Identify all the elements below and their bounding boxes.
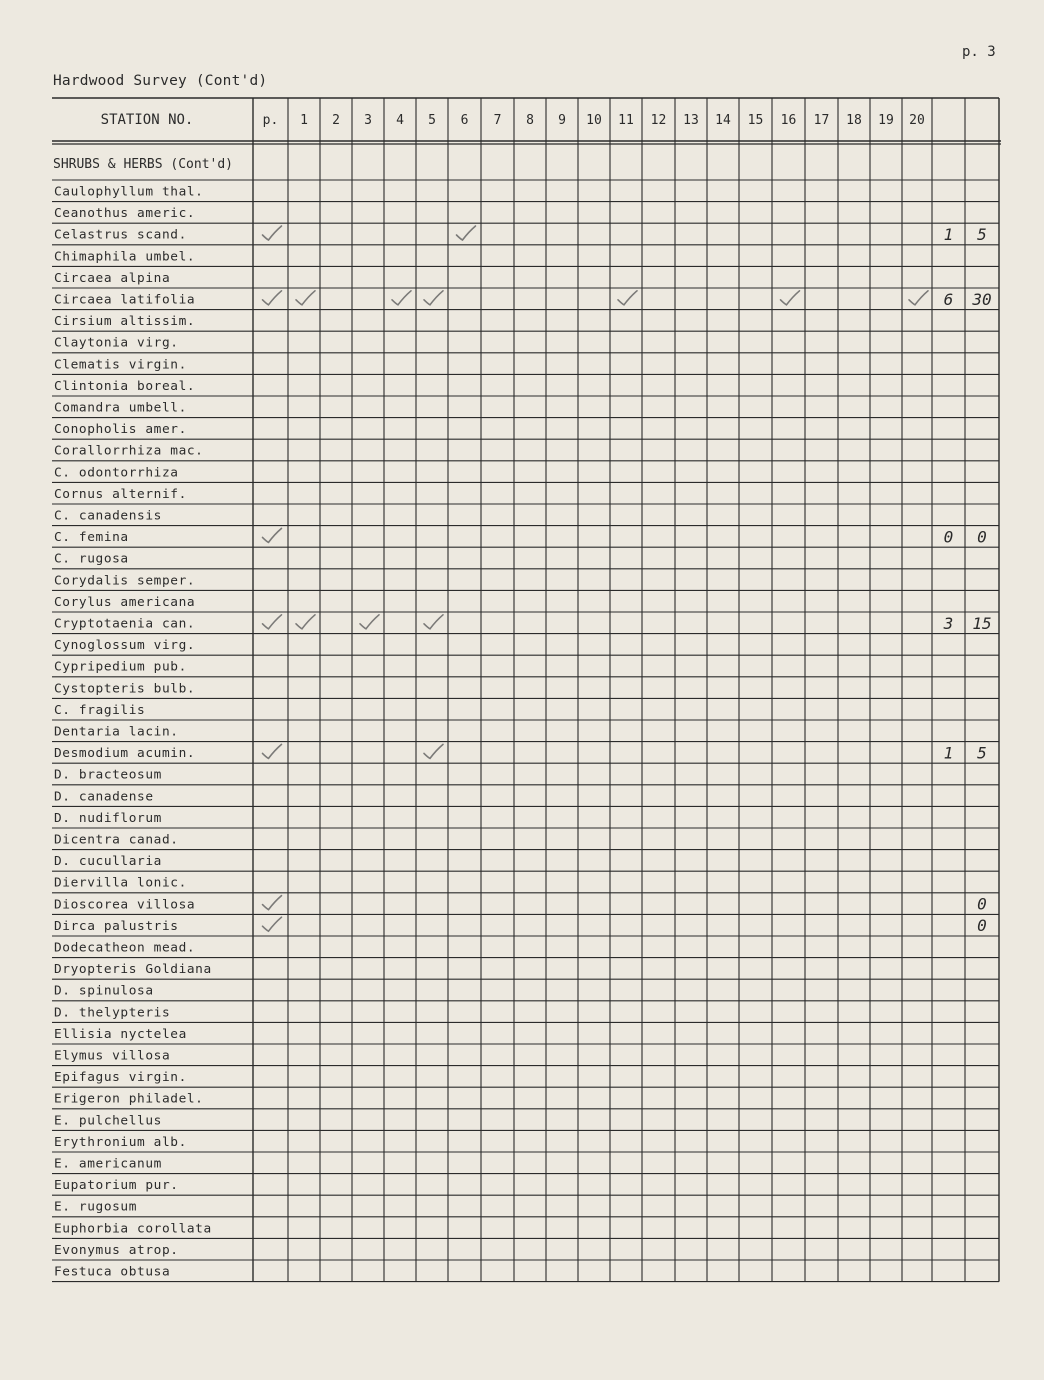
check-mark [296,615,315,629]
species-name: Diervilla lonic. [54,875,187,891]
species-name: C. femina [54,530,129,546]
station-column-header: 8 [526,113,534,128]
species-name: Eupatorium pur. [54,1178,179,1194]
species-name: C. odontorrhiza [54,465,179,481]
species-name: Comandra umbell. [54,400,187,416]
count-column-22: 30 [972,289,992,309]
species-name: Elymus villosa [54,1048,171,1064]
check-mark [360,615,379,629]
species-name: Cynoglossum virg. [54,638,196,654]
station-column-header: 5 [428,113,436,128]
species-name: Circaea latifolia [54,292,196,308]
station-column-header: 15 [747,113,764,128]
station-column-header: 18 [846,113,862,128]
species-name: D. cucullaria [54,854,162,870]
species-name: Evonymus atrop. [54,1242,179,1258]
count-column-22: 0 [977,894,987,914]
species-name: Claytonia virg. [54,335,179,351]
species-name: D. nudiflorum [54,810,162,826]
species-name: C. fragilis [54,702,146,718]
species-name: Celastrus scand. [54,227,187,243]
species-name: Erigeron philadel. [54,1091,204,1107]
species-name: Ellisia nyctelea [54,1026,187,1042]
species-name: Dodecatheon mead. [54,940,196,956]
species-name: Dirca palustris [54,918,179,934]
check-mark [457,226,476,240]
station-column-header: p. [262,113,279,128]
species-name: Cirsium altissim. [54,314,196,330]
species-name: Corylus americana [54,594,196,610]
count-column-21: 6 [943,289,954,309]
check-mark [263,917,282,931]
species-name: Ceanothus americ. [54,206,196,222]
species-name: Corydalis semper. [54,573,196,589]
station-column-header: 3 [364,113,372,128]
species-name: Dicentra canad. [54,832,179,848]
station-column-header: 14 [715,113,731,128]
station-column-header: 4 [396,113,404,128]
check-mark [263,226,282,240]
station-column-header: 9 [558,113,566,128]
species-name: Dryopteris Goldiana [54,962,212,978]
species-name: C. canadensis [54,508,162,524]
check-mark [263,291,282,305]
station-column-header: 7 [493,113,502,128]
check-mark [263,528,282,542]
count-column-22: 0 [977,916,987,936]
species-name: Chimaphila umbel. [54,249,196,265]
station-column-header: 20 [909,113,925,128]
species-name: Euphorbia corollata [54,1221,212,1237]
species-name: C. rugosa [54,551,129,567]
species-name: E. rugosum [54,1199,138,1215]
count-column-22: 0 [977,527,987,547]
species-name: D. bracteosum [54,767,162,783]
count-column-21: 1 [943,743,954,763]
species-name: Festuca obtusa [54,1264,171,1280]
species-name: Cryptotaenia can. [54,616,196,632]
check-mark [392,291,411,305]
species-name: Epifagus virgin. [54,1070,187,1086]
species-name: Caulophyllum thal. [54,184,204,200]
station-column-header: 13 [683,113,699,128]
station-column-header: 12 [650,113,667,128]
station-column-header: 1 [300,113,308,128]
count-column-22: 5 [977,225,987,244]
check-mark [909,291,928,305]
check-mark [781,291,800,305]
station-column-header: 11 [618,113,634,128]
species-name: Dioscorea villosa [54,897,196,913]
species-name: E. americanum [54,1156,162,1172]
species-name: D. thelypteris [54,1005,171,1021]
species-name: Clintonia boreal. [54,378,196,394]
check-mark [618,291,637,305]
check-mark [263,896,282,910]
species-name: Conopholis amer. [54,422,187,438]
species-name: E. pulchellus [54,1113,162,1129]
count-column-22: 15 [972,613,992,633]
check-mark [424,291,443,305]
page-number: p. 3 [962,44,996,60]
count-column-21: 3 [943,613,954,633]
species-name: Desmodium acumin. [54,746,196,762]
check-mark [424,744,443,758]
species-name: Circaea alpina [54,270,171,286]
station-column-header: 16 [780,113,797,128]
species-name: D. spinulosa [54,983,154,999]
check-mark [263,744,282,758]
species-name: Corallorrhiza mac. [54,443,204,459]
species-name: Erythronium alb. [54,1134,187,1150]
station-column-header: 19 [878,113,894,128]
species-name: Cystopteris bulb. [54,681,196,697]
section-label: SHRUBS & HERBS (Cont'd) [53,157,234,172]
station-column-header: 17 [813,113,830,128]
count-column-21: 1 [943,225,954,244]
count-column-21: 0 [943,527,954,547]
count-column-22: 5 [977,743,987,763]
species-name: Cornus alternif. [54,486,187,502]
station-column-header: 2 [332,113,340,128]
species-name: Clematis virgin. [54,357,187,373]
species-name: D. canadense [54,789,154,805]
check-mark [424,615,443,629]
station-column-header: 10 [586,113,602,128]
station-no-label: STATION NO. [100,112,194,128]
page-title: Hardwood Survey (Cont'd) [53,73,268,89]
station-column-header: 6 [460,113,469,128]
species-name: Dentaria lacin. [54,724,179,740]
check-mark [296,291,315,305]
check-mark [263,615,282,629]
species-name: Cypripedium pub. [54,659,187,675]
